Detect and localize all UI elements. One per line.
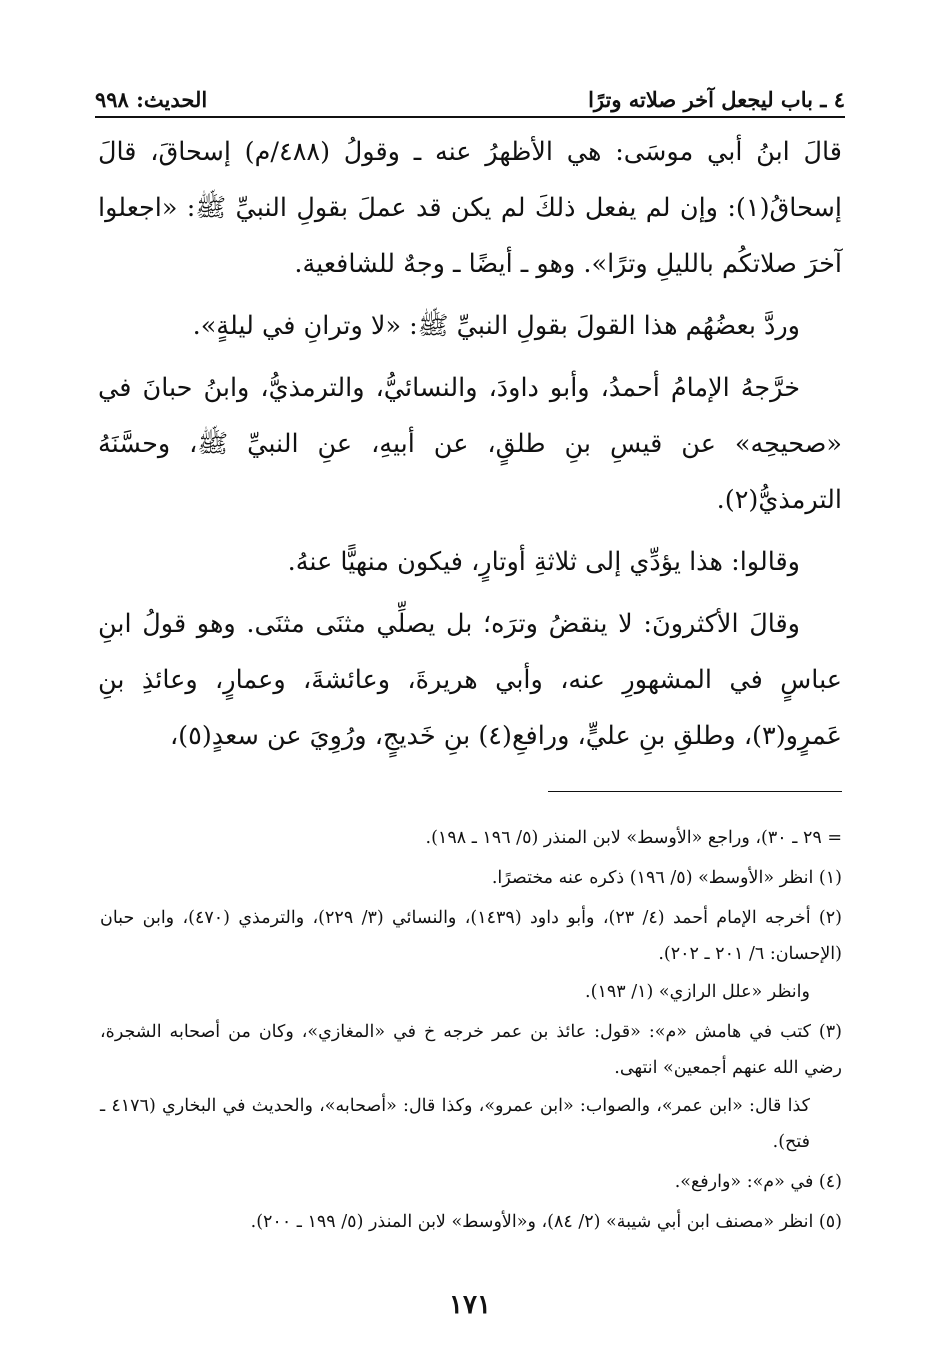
main-text — [98, 124, 842, 764]
footnote-1: (١) انظر «الأوسط» (٥/ ١٩٦) ذكره عنه مختصرًا. — [491, 868, 842, 888]
paragraph-1: قالَ ابنُ أبي موسَى: هي الأظهرُ عنه ـ وقولُ (٤٨٨/م) إسحاقَ، قالَ إسحاقُ(١): وإن لم يفعل ذلكَ لم يكن قد عملَ بقولِ النبيِّ ﷺ: «اجعلوا آخرَ صلاتكُم بالليلِ وترًا». وهو ـ أيضًا ـ وجهٌ للشافعية. — [98, 137, 842, 279]
footnote-3-continued: كذا قال: «ابن عمر»، والصواب: «ابن عمرو»، وكذا قال: «أصحابه»، والحديث في البخاري (٤١٧٦ ـ فتح). — [100, 1096, 810, 1152]
footnote-continuation: = ٢٩ ـ ٣٠)، وراجع «الأوسط» لابن المنذر (٥/ ١٩٦ ـ ١٩٨). — [425, 828, 842, 848]
footnotes — [100, 820, 842, 1244]
chapter-title: ٤ ـ باب ليجعل آخر صلاته وترًا — [588, 87, 845, 112]
paragraph-4: وقالوا: هذا يؤدِّي إلى ثلاثةِ أوتارٍ، فيكون منهيًّا عنهُ. — [287, 547, 800, 577]
footnote-5: (٥) انظر «مصنف ابن أبي شيبة» (٢/ ٨٤)، و«الأوسط» لابن المنذر (٥/ ١٩٩ ـ ٢٠٠). — [250, 1212, 842, 1232]
footnote-3: (٣) كتب في هامش «م»: «قول: عائذ بن عمر خرجه خ في «المغازي»، وكان من أصحابه الشجرة، رضي الله عنهم أجمعين» انتهى. — [100, 1022, 842, 1078]
footnote-2: (٢) أخرجه الإمام أحمد (٤/ ٢٣)، وأبو داود (١٤٣٩)، والنسائي (٣/ ٢٢٩)، والترمذي (٤٧٠)، وابن حبان (الإحسان: ٦/ ٢٠١ ـ ٢٠٢). — [100, 908, 842, 964]
paragraph-5: وقالَ الأكثرونَ: لا ينقضُ وترَه؛ بل يصلِّي مثنَى مثنَى. وهو قولُ ابنِ عباسٍ في المشهورِ عنه، وأبي هريرةَ، وعائشةَ، وعمارٍ، وعائذِ بنِ عَمرٍو(٣)، وطلقِ بنِ عليٍّ، ورافعِ(٤) بنِ خَديجٍ، ورُوِيَ عن سعدٍ(٥)، — [98, 609, 842, 751]
hadith-number: الحديث: ٩٩٨ — [95, 87, 208, 112]
paragraph-2: وردَّ بعضُهُم هذا القولَ بقولِ النبيِّ ﷺ: «لا وترانِ في ليلةٍ». — [192, 311, 800, 341]
header-rule — [95, 116, 845, 118]
footnote-2-continued: وانظر «علل الرازي» (١/ ١٩٣). — [585, 982, 810, 1002]
footnote-4: (٤) في «م»: «وارفع». — [674, 1172, 842, 1192]
page-number: ١٧١ — [449, 1290, 491, 1320]
footnote-rule — [548, 791, 842, 792]
paragraph-3: خرَّجهُ الإمامُ أحمدُ، وأبو داودَ، والنسائيُّ، والترمذيُّ، وابنُ حبانَ في «صحيحِه» عن قيسِ بنِ طلقٍ، عن أبيهِ، عنِ النبيِّ ﷺ، وحسَّنَهُ الترمذيُّ(٢). — [98, 373, 842, 515]
running-header — [95, 78, 845, 112]
